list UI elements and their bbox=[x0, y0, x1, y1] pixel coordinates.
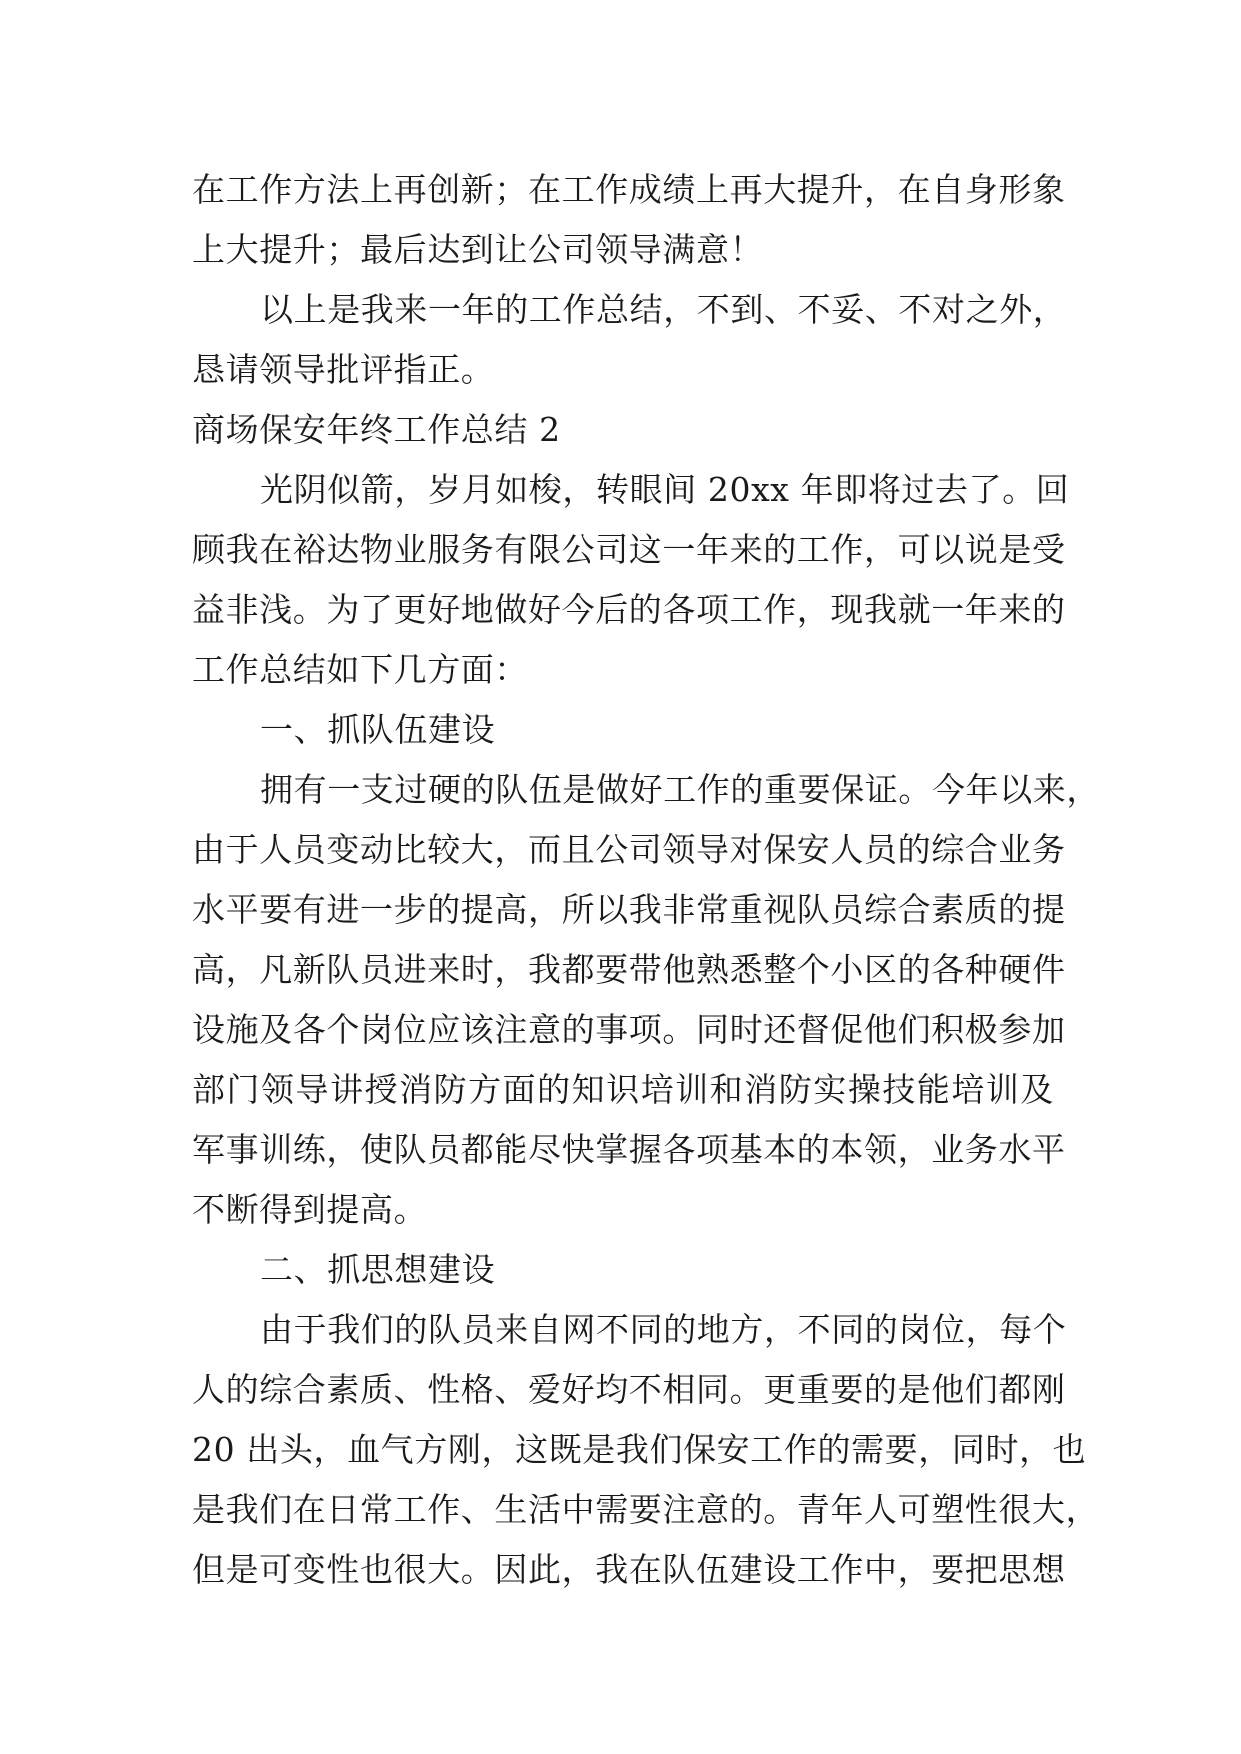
text-line-12: 由于人员变动比较大，而且公司领导对保安人员的综合业务 bbox=[192, 830, 1066, 869]
text-line-20: 由于我们的队员来自网不同的地方，不同的岗位，每个 bbox=[260, 1310, 1067, 1349]
text-line-15: 设施及各个岗位应该注意的事项。同时还督促他们积极参加 bbox=[192, 1010, 1066, 1049]
text-line-4: 恳请领导批评指正。 bbox=[192, 350, 495, 389]
text-line-9: 工作总结如下几方面： bbox=[192, 650, 528, 689]
text-line-16: 部门领导讲授消防方面的知识培训和消防实操技能培训及 bbox=[192, 1070, 1054, 1109]
text-line-22: 20 出头，血气方刚，这既是我们保安工作的需要，同时，也 bbox=[192, 1430, 1087, 1469]
text-line-11: 拥有一支过硬的队伍是做好工作的重要保证。今年以来， bbox=[260, 770, 1100, 809]
subheading-team-building: 一、抓队伍建设 bbox=[260, 710, 496, 749]
text-line-24: 但是可变性也很大。因此，我在队伍建设工作中，要把思想 bbox=[192, 1550, 1066, 1589]
text-line-13: 水平要有进一步的提高，所以我非常重视队员综合素质的提 bbox=[192, 890, 1066, 929]
subheading-ideology-building: 二、抓思想建设 bbox=[260, 1250, 496, 1289]
text-line-23: 是我们在日常工作、生活中需要注意的。青年人可塑性很大， bbox=[192, 1490, 1100, 1529]
text-line-6: 光阴似箭，岁月如梭，转眼间 20xx 年即将过去了。回 bbox=[260, 470, 1070, 509]
text-line-18: 不断得到提高。 bbox=[192, 1190, 428, 1229]
text-line-8: 益非浅。为了更好地做好今后的各项工作，现我就一年来的 bbox=[192, 590, 1066, 629]
section-title: 商场保安年终工作总结 2 bbox=[192, 410, 561, 449]
text-line-3: 以上是我来一年的工作总结，不到、不妥、不对之外， bbox=[260, 290, 1067, 329]
text-line-7: 顾我在裕达物业服务有限公司这一年来的工作，可以说是受 bbox=[192, 530, 1066, 569]
document-body bbox=[192, 160, 1100, 1600]
text-line-1: 在工作方法上再创新；在工作成绩上再大提升，在自身形象 bbox=[192, 170, 1066, 209]
text-line-14: 高，凡新队员进来时，我都要带他熟悉整个小区的各种硬件 bbox=[192, 950, 1066, 989]
text-line-17: 军事训练，使队员都能尽快掌握各项基本的本领，业务水平 bbox=[192, 1130, 1066, 1169]
text-line-21: 人的综合素质、性格、爱好均不相同。更重要的是他们都刚 bbox=[192, 1370, 1066, 1409]
text-line-2: 上大提升；最后达到让公司领导满意！ bbox=[192, 230, 764, 269]
